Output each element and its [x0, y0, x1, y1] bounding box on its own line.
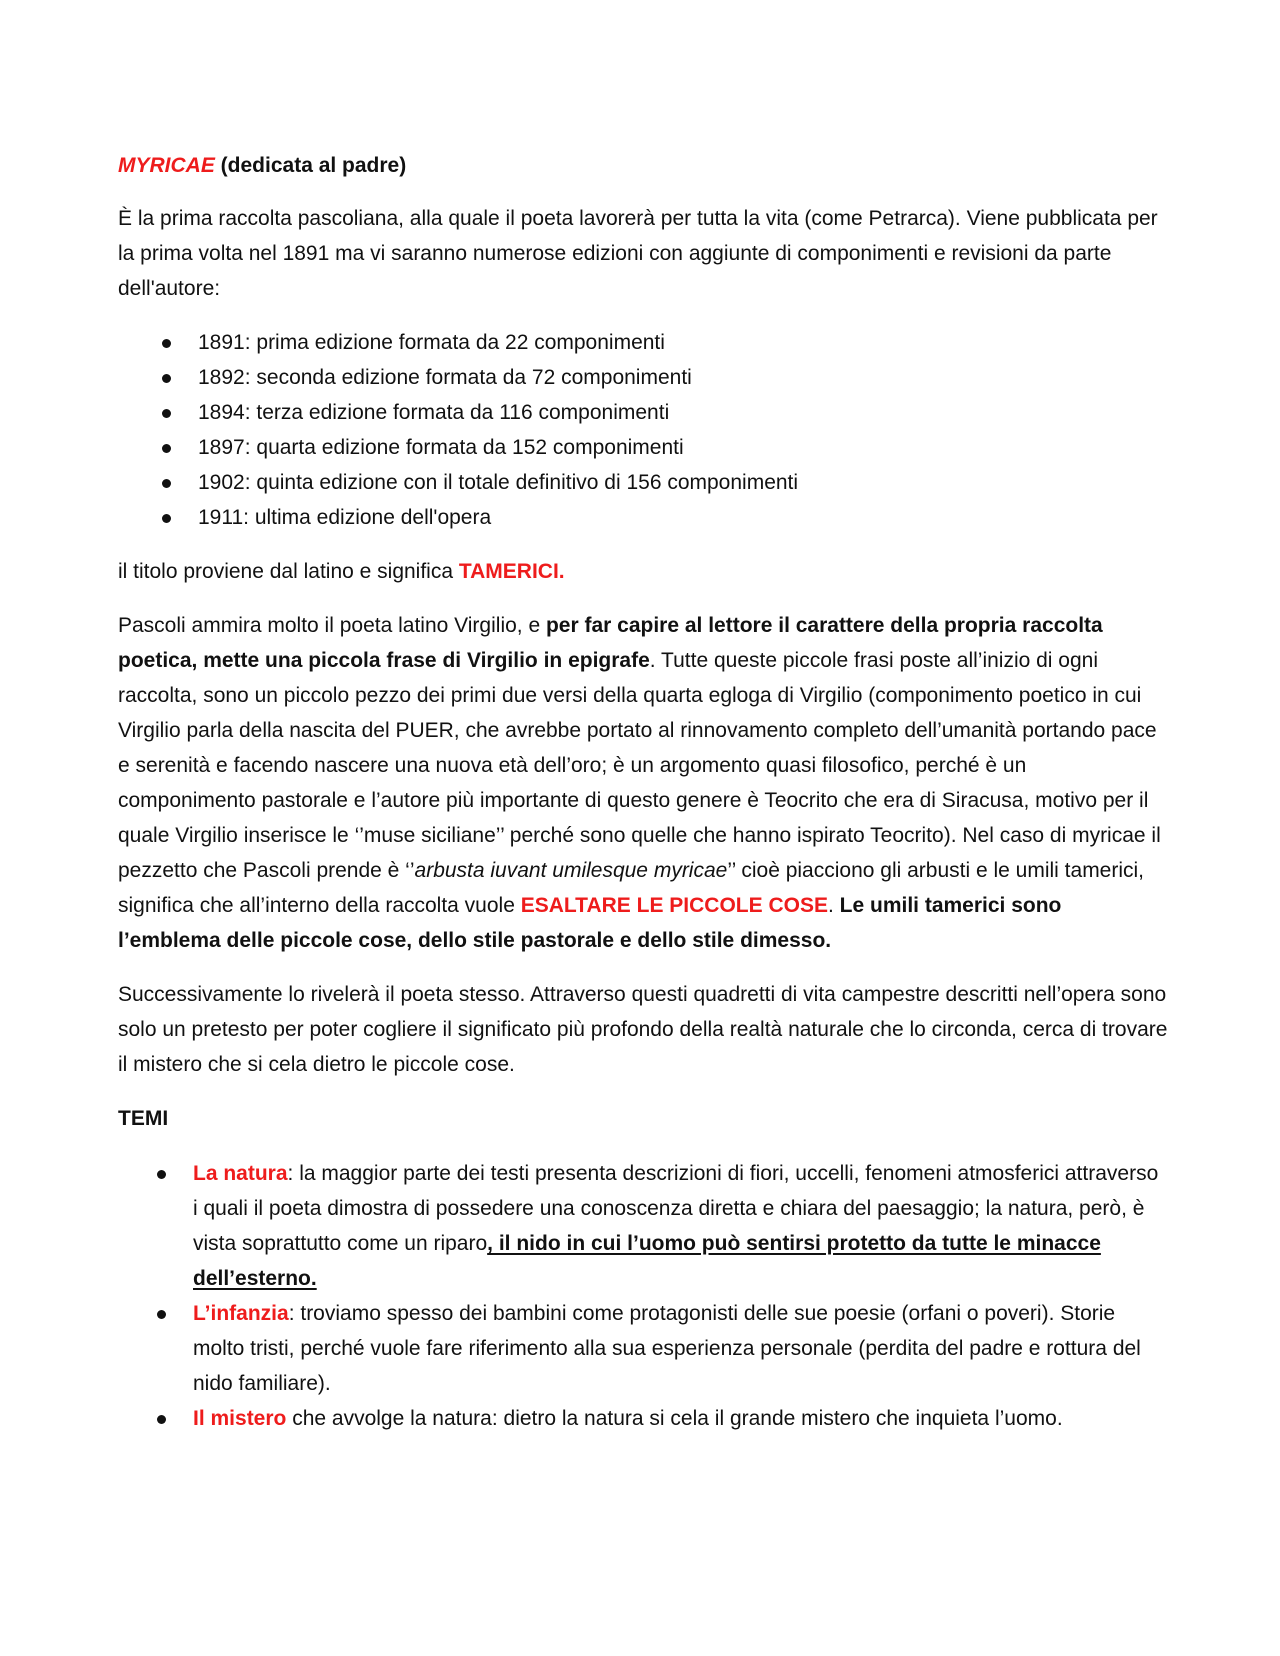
title-meaning: TAMERICI.	[458, 560, 565, 583]
bullet-icon	[162, 514, 171, 523]
title-origin-paragraph: il titolo proviene dal latino e significa TAMERICI.	[118, 560, 565, 583]
list-item: 1902: quinta edizione con il totale definitivo di 156 componimenti	[118, 465, 1168, 500]
bullet-icon	[162, 374, 171, 383]
theme-label: L’infanzia	[193, 1302, 289, 1325]
themes-heading: TEMI	[118, 1107, 169, 1130]
bullet-icon	[157, 1310, 166, 1319]
theme-infanzia: L’infanzia: troviamo spesso dei bambini come protagonisti delle sue poesie (orfani o poveri). Storie molto tristi, perché vuole fare riferimento alla sua esperienza personale (perdita del padre e rottura del nido familiare).	[118, 1296, 1168, 1401]
virgilio-paragraph: Pascoli ammira molto il poeta latino Virgilio, e per far capire al lettore il carattere della propria raccolta poetica, mette una piccola frase di Virgilio in epigrafe. Tutte queste piccole frasi poste all’inizio di ogni raccolta, sono un piccolo pezzo dei primi due versi della quarta egloga di Virgilio (componimento poetico in cui Virgilio parla della nascita del PUER, che avrebbe portato al rinnovamento completo dell’umanità portando pace e serenità e facendo nascere una nuova età dell’oro; è un argomento quasi filosofico, perché è un componimento pastorale e l’autore più importante di questo genere è Teocrito che era di Siracusa, motivo per il quale Virgilio inserisce le ‘’muse siciliane’’ perché sono quelle che hanno ispirato Teocrito). Nel caso di myricae il pezzetto che Pascoli prende è ‘’arbusta iuvant umilesque myricae’’ cioè piacciono gli arbusti e le umili tamerici, significa che all’interno della raccolta vuole ESALTARE LE PICCOLE COSE. Le umili tamerici sono l’emblema delle piccole cose, dello stile pastorale e dello stile dimesso.	[118, 614, 1161, 952]
bullet-icon	[162, 479, 171, 488]
successivamente-paragraph: Successivamente lo rivelerà il poeta stesso. Attraverso questi quadretti di vita campestre descritti nell’opera sono solo un pretesto per poter cogliere il significato più profondo della realtà naturale che lo circonda, cerca di trovare il mistero che si cela dietro le piccole cose.	[118, 983, 1168, 1076]
dedication: (dedicata al padre)	[214, 154, 407, 177]
highlight-piccole-cose: ESALTARE LE PICCOLE COSE	[520, 894, 828, 917]
theme-label: La natura	[193, 1162, 288, 1185]
intro-paragraph: È la prima raccolta pascoliana, alla quale il poeta lavorerà per tutta la vita (come Petrarca). Viene pubblicata per la prima volta nel 1891 ma vi saranno numerose edizioni con aggiunte di componimenti e revisioni da parte dell'autore:	[118, 207, 1158, 300]
list-item: 1891: prima edizione formata da 22 componimenti	[118, 325, 1168, 360]
theme-mistero: Il mistero che avvolge la natura: dietro la natura si cela il grande mistero che inquieta l’uomo.	[118, 1401, 1168, 1436]
list-item: 1894: terza edizione formata da 116 componimenti	[118, 395, 1168, 430]
themes-list	[118, 1156, 1168, 1436]
bullet-icon	[162, 409, 171, 418]
list-item: 1911: ultima edizione dell'opera	[118, 500, 1168, 535]
list-item: 1897: quarta edizione formata da 152 componimenti	[118, 430, 1168, 465]
theme-label: Il mistero	[193, 1407, 287, 1430]
bullet-icon	[157, 1170, 166, 1179]
document-title	[118, 148, 1168, 183]
theme-natura: La natura: la maggior parte dei testi presenta descrizioni di fiori, uccelli, fenomeni atmosferici attraverso i quali il poeta dimostra di possedere una conoscenza diretta e chiara del paesaggio; la natura, però, è vista soprattutto come un riparo, il nido in cui l’uomo può sentirsi protetto da tutte le minacce dell’esterno.	[118, 1156, 1168, 1296]
collection-name: MYRICAE	[118, 154, 215, 177]
editions-list	[118, 325, 1168, 535]
bullet-icon	[157, 1415, 166, 1424]
document-page	[118, 148, 1168, 1436]
latin-quote: arbusta iuvant umilesque myricae	[414, 859, 728, 882]
bullet-icon	[162, 444, 171, 453]
bullet-icon	[162, 339, 171, 348]
list-item: 1892: seconda edizione formata da 72 componimenti	[118, 360, 1168, 395]
